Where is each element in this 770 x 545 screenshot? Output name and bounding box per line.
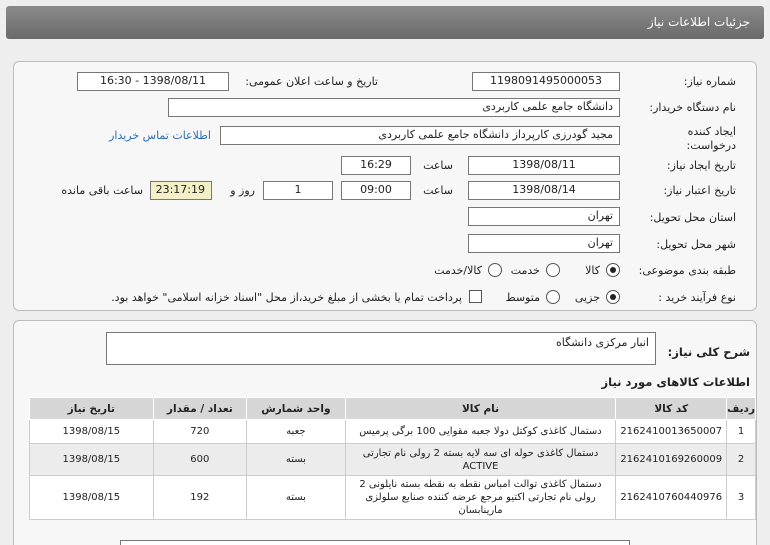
creator-label: ایجاد کننده درخواست: [686,125,736,152]
col-unit: واحد شمارش [247,398,346,420]
creator-field: مجید گودرزی کارپرداز دانشگاه جامع علمی کاربردی [220,126,620,145]
notes-field [120,540,630,545]
category-option-goods-service: کالا/خدمت [434,264,482,277]
description-label: شرح کلی نیاز: [667,345,750,359]
days-label: روز و [230,184,255,197]
buyer-org-label: نام دستگاه خریدار: [649,101,736,114]
col-qty: تعداد / مقدار [153,398,246,420]
goods-table-header [30,398,756,420]
description-field: انبار مرکزی دانشگاه [106,332,656,365]
need-number-field: 1198091495000053 [472,72,620,91]
treasury-checkbox[interactable] [469,290,482,303]
col-name: نام کالا [345,398,616,420]
category-radio-goods[interactable] [606,263,620,277]
announce-datetime-label: تاریخ و ساعت اعلان عمومی: [245,75,378,88]
goods-section-title: اطلاعات کالاهای مورد نیاز [601,375,750,389]
process-option-minor: جزیی [574,291,600,304]
buyer-org-field: دانشگاه جامع علمی کاربردی [168,98,620,117]
created-time-label: ساعت [423,159,453,172]
category-option-goods: کالا [585,264,600,277]
process-radio-minor[interactable] [606,290,620,304]
process-type-label: نوع فرآیند خرید : [658,291,736,304]
goods-table [29,397,756,520]
created-date-label: تاریخ ایجاد نیاز: [666,159,736,172]
announce-datetime-field: 1398/08/11 - 16:30 [77,72,229,91]
days-remaining-field: 1 [263,181,333,200]
category-option-service: خدمت [510,264,540,277]
treasury-payment-text: پرداخت تمام یا بخشی از مبلغ خرید،از محل "اسناد خزانه اسلامی" خواهد بود. [111,291,462,304]
created-date-field: 1398/08/11 [468,156,620,175]
table-row: 3 2162410760440976 دستمال کاغذی توالت امباس نقطه به نقطه بسته نایلونی 2 رولی نام تجارتی اکتیو مرجع عرضه کننده صنایع سلولزی مارینابسان بسته 192 1398/08/15 [30,476,756,520]
table-row: 1 2162410013650007 دستمال کاغذی کوکتل دولا جعبه مقوایی 100 برگی پرمیس جعبه 720 1398/08/15 [30,420,756,444]
page-title: جزئیات اطلاعات نیاز [647,15,750,29]
validity-time-field: 09:00 [341,181,411,200]
validity-date-field: 1398/08/14 [468,181,620,200]
province-label: استان محل تحویل: [649,211,736,224]
city-field: تهران [468,234,620,253]
process-option-medium: متوسط [505,291,540,304]
category-label: طبقه بندی موضوعی: [638,264,736,277]
category-radio-service[interactable] [546,263,560,277]
col-date: تاریخ نیاز [30,398,154,420]
need-number-label: شماره نیاز: [683,75,736,88]
validity-time-label: ساعت [423,184,453,197]
buyer-contact-link[interactable]: اطلاعات تماس خریدار [109,129,211,142]
province-field: تهران [468,207,620,226]
validity-date-label: تاریخ اعتبار نیاز: [663,184,736,197]
city-label: شهر محل تحویل: [656,238,736,251]
time-remaining-field: 23:17:19 [150,181,212,200]
need-info-panel [13,61,757,311]
col-row: ردیف [727,398,756,420]
created-time-field: 16:29 [341,156,411,175]
page-header [6,6,764,39]
table-row: 2 2162410169260009 دستمال کاغذی حوله ای سه لایه بسته 2 رولی نام تجارتی ACTIVE بسته 600 1398/08/15 [30,444,756,476]
description-panel [13,320,757,545]
time-remaining-label: ساعت باقی مانده [61,184,143,197]
category-radio-goods-service[interactable] [488,263,502,277]
col-code: کد کالا [616,398,727,420]
process-radio-medium[interactable] [546,290,560,304]
